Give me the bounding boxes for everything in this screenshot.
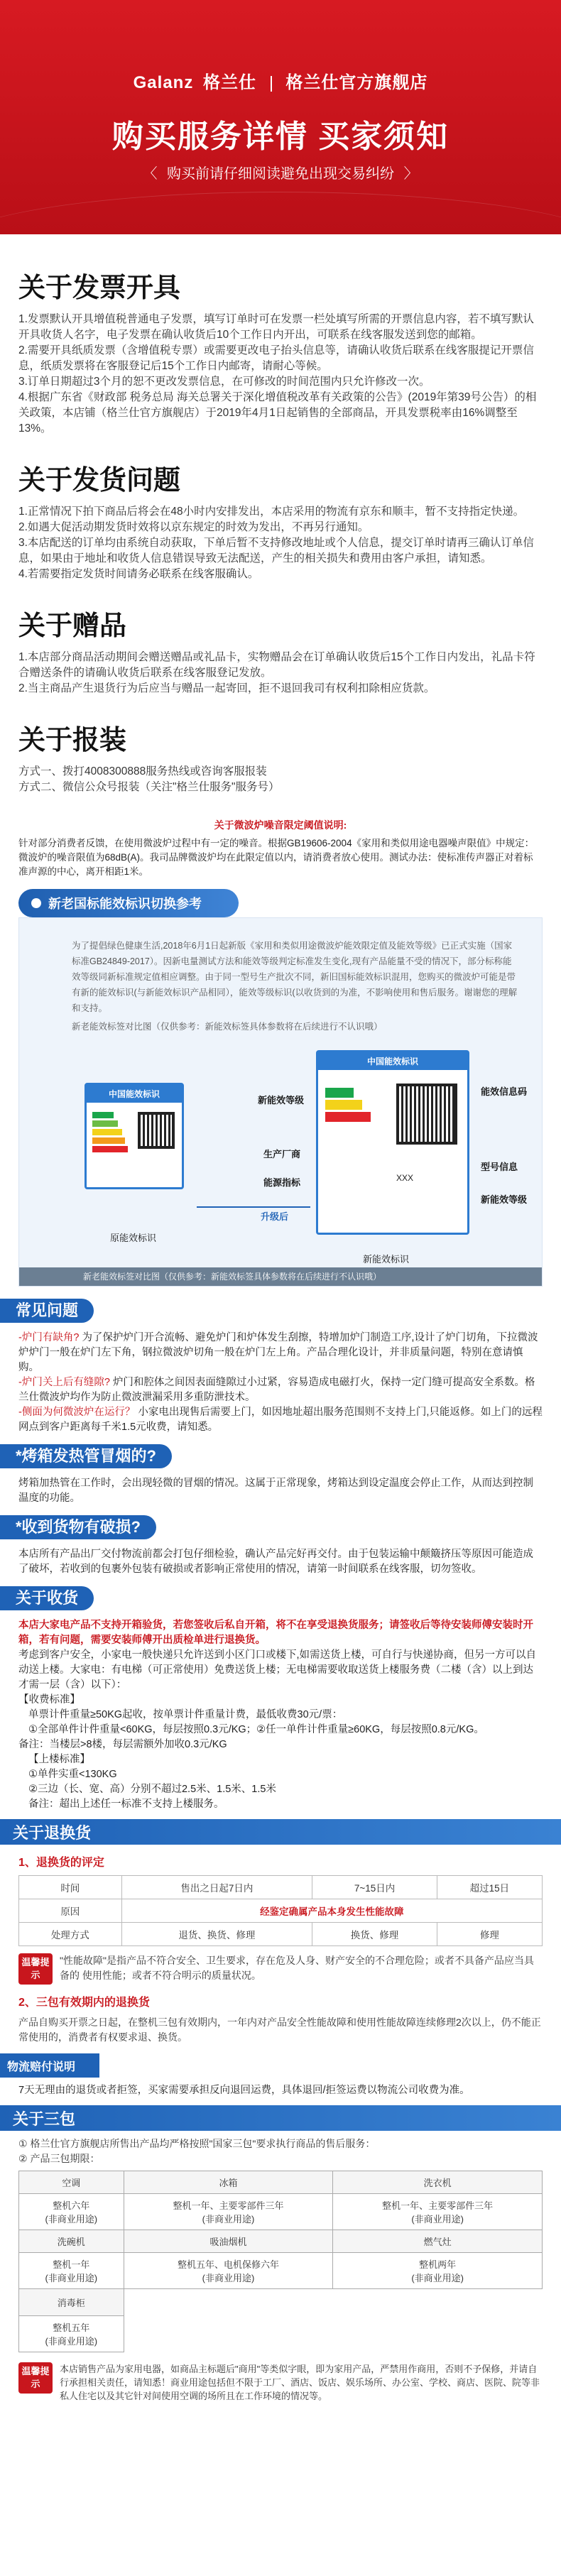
tip-text: 本店销售产品为家用电器，如商品主标题后"商用"等类似字眼，即为家用产品，严禁用作商用，否则不予保修，并请自行承担相关责任，请知悉！商业用途包括但不限于工厂、酒店、饭店、娱乐场所、办公室、学校、商店、医院、院等非私人住宅以及其它针对间使用空调的场所且在工作环境的情况等。 [60, 2364, 540, 2401]
qr-code-icon [138, 1112, 175, 1149]
warranty-body [0, 2131, 561, 2403]
table-cell: 冰箱 [124, 2171, 333, 2194]
warranty-title: 关于三包 [13, 2110, 76, 2128]
receipt-text: 考虑到客户安全，小家电一般快递只允许送到小区门口或楼下,如需送货上楼，可自行与快递协商，但另一方可以自动送上楼。大家电：有电梯（可正常使用）免费送货上楼；无电梯需要收取送货上楼服务费（二楼（含）以上到达才需一层（含）以下）： [18, 1649, 537, 1691]
old-label-caption: 原能效标识 [110, 1233, 157, 1243]
noise-text: 针对部分消费者反馈，在使用微波炉过程中有一定的噪音。根据GB19606-2004《家用和类似用途电器噪声限值》中规定：微波炉的噪音限值为68dB(A)。我司品牌微波炉均在此限定值以内，请消费者放心使用。测试办法：使标准传声器正对着标准声源的中心，离开相距1米。 [18, 838, 535, 877]
table-cell: 售出之日起7日内 [121, 1876, 312, 1899]
shipping-line: 2.如遇大促活动期发货时效将以京东规定的时效为发出，不再另行通知。 [18, 521, 369, 533]
table-cell-empty [124, 2289, 333, 2316]
energy-title-bar [18, 889, 239, 917]
new-label-caption: 新能效标识 [363, 1254, 410, 1265]
callout-new-grade: 新能效等级 [258, 1095, 305, 1106]
oven-body: 烤箱加热管在工作时，会出现轻微的冒烟的情况。这属于正常现象，烤箱达到设定温度会停止工作，从而达到控制温度的功能。 [18, 1478, 533, 1504]
faq-question: -炉门有缺角? [18, 1332, 80, 1343]
table-cell: 原因 [19, 1899, 122, 1923]
table-cell: 整机一年、主要零部件三年 (非商业用途) [124, 2194, 333, 2230]
invoice-section [0, 266, 561, 437]
faq-question: -侧面为何微波炉在运行？ [18, 1407, 136, 1418]
tip-badge: 温馨提示 [18, 2362, 53, 2394]
energy-label-panel [18, 917, 543, 1287]
tip-badge: 温馨提示 [18, 1953, 53, 1985]
table-row [19, 1899, 543, 1923]
callout-new-grade-2: 新能效等级 [481, 1194, 528, 1205]
warranty-line2: ② 产品三包期限： [18, 2153, 100, 2164]
table-cell: 整机五年 (非商业用途) [19, 2316, 124, 2352]
fee-line: 备注：超出上述任一标准不支持上楼服务。 [28, 1799, 224, 1810]
new-label-header: 中国能效标识 [318, 1052, 467, 1070]
table-row [19, 2171, 543, 2194]
report-line: 方式二、微信公众号报装（关注"格兰仕服务"服务号） [18, 781, 280, 793]
decor-curve [0, 192, 561, 234]
table-row [19, 1876, 543, 1899]
callout-energy-index: 能源指标 [263, 1177, 301, 1188]
table-cell: 整机两年 (非商业用途) [333, 2253, 543, 2289]
faq-body [0, 1325, 561, 1442]
page-subtitle [0, 162, 561, 182]
fee-line: ②三边（长、宽、高）分别不超过2.5米、1.5米、1.5米 [28, 1784, 276, 1795]
fees-title: 【收费标准】 [18, 1694, 80, 1705]
gifts-line: 1.本店部分商品活动期间会赠送赠品或礼品卡，实物赠品会在订单确认收货后15个工作日内发出，礼品卡符合赠送条件的请确认收货后联系在线客服登记发放。 [18, 651, 535, 679]
receipt-title: 关于收货 [0, 1586, 94, 1610]
fee-line: 【上楼标准】 [28, 1754, 90, 1765]
faq-answer: 炉门和腔体之间因表面缝隙过小过紧，容易造成电磁打火，保持一定门缝可提高安全系数。格兰仕微波炉均作为防止微波泄漏采用多重防泄技术。 [18, 1377, 535, 1403]
invoice-line: 1.发票默认开具增值税普通电子发票，填写订单时可在发票一栏处填写所需的开票信息内容，若不填写默认开具收货人名字，电子发票在确认收货后10个工作日内开出，可联系在线客服发送到您的邮箱。 [18, 313, 534, 341]
returns-table [18, 1875, 543, 1946]
returns-sub1: 1、退换货的评定 [18, 1857, 104, 1869]
table-cell: 时间 [19, 1876, 122, 1899]
table-cell: 整机一年、主要零部件三年 (非商业用途) [333, 2194, 543, 2230]
faq-answer: 为了保护炉门开合流畅、避免炉门和炉体发生刮擦，特增加炉门制造工序,设计了炉门切角，下拉微波炉炉门一般在炉门左下角，钢拉微波炉切角一般在炉门左上角。产品合理化设计，并非质量问题，特别在意请慎购。 [18, 1332, 538, 1373]
gifts-section [0, 604, 561, 697]
invoice-line: 2.需要开具纸质发票（含增值税专票）或需要更改电子抬头信息等，请确认收货后联系在线客服提记开票信息，纸质发票将在客服登记后15个工作日内邮寄，请耐心等候。 [18, 344, 534, 372]
table-cell-empty [124, 2316, 333, 2352]
table-row [19, 2289, 543, 2316]
returns-title: 关于退换货 [13, 1823, 92, 1842]
table-cell: 换货、修理 [312, 1923, 437, 1946]
receipt-header [0, 1584, 561, 1612]
table-cell: 洗衣机 [333, 2171, 543, 2194]
energy-desc-text: 为了提倡绿色健康生活,2018年6月1日起新版《家用和类似用途微波炉能效限定值及能效等级》已正式实施（国家标准GB24849-2017）。因新电量测试方法和能效等级判定标准发生变化,现有产品能量不受的情况下，部分标称能效等级同新标准规定值相应调整。由于同一型号生产批次不同，新旧国标能效标识混用，您购买的微波炉可能是带有新的能效标识(与新能效标识产品相同），能效等级标识(以收货到的为准，不影响使用和售后服务。谢谢您的理解和支持。 [72, 941, 518, 1013]
gifts-body [18, 650, 543, 697]
fee-line: ①单件实重<130KG [28, 1769, 117, 1780]
fee-line: ①全部单件计件重量<60KG，每层按照0.3元/KG；②任一单件计件重量≥60KG，每层按照0.8元/KG。 [28, 1724, 484, 1735]
table-cell: 燃气灶 [333, 2230, 543, 2253]
old-label-bars [92, 1112, 128, 1155]
decor-curve [0, 0, 561, 50]
table-row [19, 2316, 543, 2352]
old-energy-label [85, 1083, 184, 1189]
table-cell: 洗碗机 [19, 2230, 124, 2253]
table-cell: 整机一年 (非商业用途) [19, 2253, 124, 2289]
energy-title: 新老国标能效标识切换参考 [48, 897, 202, 911]
upgrade-label: 升级后 [261, 1211, 289, 1222]
callout-model: 型号信息 [481, 1162, 518, 1172]
energy-bottom-caption: 新老能效标签对比图（仅供参考：新能效标签具体参数将在后续进行不认识哦） [19, 1267, 542, 1286]
receipt-body [0, 1612, 561, 1819]
returns-tip [18, 1953, 543, 1985]
table-cell: 修理 [437, 1923, 542, 1946]
model-xxx: XXX [396, 1173, 414, 1183]
receipt-warning: 本店大家电产品不支持开箱验货，若您签收后私自开箱，将不在享受退换货服务；请签收后等待安装师傅安装时开箱，若有问题，需要安装师傅开出质检单进行退换货。 [18, 1620, 533, 1646]
logistics-body: 7天无理由的退货或者拒签，买家需要承担反向退回运费，具体退回/拒签运费以物流公司收费为准。 [18, 2085, 470, 2096]
table-cell: 整机五年、电机保修六年 (非商业用途) [124, 2253, 333, 2289]
faq-item [18, 1405, 543, 1435]
oven-header [0, 1442, 561, 1470]
warranty-line1: ① 格兰仕官方旗舰店所售出产品均严格按照"国家三包"要求执行商品的售后服务： [18, 2138, 376, 2149]
old-label-header: 中国能效标识 [87, 1085, 182, 1103]
header-banner [0, 0, 561, 234]
table-cell: 空调 [19, 2171, 124, 2194]
report-section [0, 718, 561, 795]
store-name: 格兰仕官方旗舰店 [285, 73, 428, 92]
shipping-title: 关于发货问题 [18, 464, 181, 496]
table-row [19, 2253, 543, 2289]
damaged-header [0, 1513, 561, 1541]
report-line: 方式一、拨打4008300888服务热线或咨询客服报装 [18, 765, 267, 777]
table-row [19, 1923, 543, 1946]
damaged-body: 本店所有产品出厂交付物流前都会打包仔细检验，确认产品完好再交付。由于包装运输中颠簸挤压等原因可能造成了破坏，若收到的包裹外包装有破损或者影响正常使用的情况，请第一时间联系在线客服，切勿签收。 [18, 1549, 533, 1575]
shipping-line: 1.正常情况下拍下商品后将会在48小时内安排发出，本店采用的物流有京东和顺丰，暂不支持指定快递。 [18, 506, 525, 518]
logistics-header [0, 2053, 99, 2078]
brand-logo-en: Galanz [133, 73, 194, 92]
noise-title: 关于微波炉噪音限定阈值说明: [214, 819, 347, 831]
chevron-right-icon: 〉 [403, 166, 418, 182]
returns-header [0, 1819, 561, 1845]
shipping-line: 4.若需要指定发货时间请务必联系在线客服确认。 [18, 568, 259, 580]
returns-body [0, 1853, 561, 2045]
page-title: 购买服务详情 买家须知 [111, 119, 450, 154]
returns-sub2: 2、三包有效期内的退换货 [18, 1997, 150, 2009]
report-body [18, 764, 543, 795]
table-cell: 经鉴定确属产品本身发生性能故障 [121, 1899, 542, 1923]
table-cell: 退货、换货、修理 [121, 1923, 312, 1946]
table-cell: 7~15日内 [312, 1876, 437, 1899]
faq-item [18, 1331, 543, 1375]
gifts-title: 关于赠品 [18, 610, 127, 641]
subtitle-text: 购买前请仔细阅读避免出现交易纠纷 [167, 166, 394, 182]
oven-title: *烤箱发热管冒烟的? [0, 1444, 172, 1468]
table-cell: 处理方式 [19, 1923, 122, 1946]
bullet-icon [31, 898, 41, 908]
gifts-line: 2.当主商品产生退货行为后应当与赠品一起寄回，拒不退回我司有权利扣除相应货款。 [18, 682, 435, 694]
table-cell: 消毒柜 [19, 2289, 124, 2316]
invoice-title: 关于发票开具 [18, 272, 181, 303]
faq-question: -炉门关上后有缝隙? [18, 1377, 110, 1388]
warranty-table [18, 2171, 543, 2352]
warranty-tip [18, 2362, 543, 2403]
shipping-line: 3.本店配送的订单均由系统自动获取，下单后暂不支持修改地址或个人信息，提交订单时请再三确认订单信息，如果由于地址和收货人信息错误导致无法配送，产生的相关损失和费用由客户承担，请知悉。 [18, 537, 534, 564]
brand-logo-cn: 格兰仕 [203, 73, 257, 92]
damaged-title: *收到货物有破损? [0, 1515, 156, 1539]
table-row [19, 2194, 543, 2230]
qr-code-icon [396, 1084, 457, 1145]
shipping-body [18, 504, 543, 582]
fee-line: 单票计件重量≥50KG起收，按单票计件重量计费，最低收费30元/票： [28, 1709, 343, 1720]
noise-notice [18, 818, 543, 879]
faq-item [18, 1375, 543, 1405]
table-cell-empty [333, 2289, 543, 2316]
upgrade-arrow [197, 1206, 310, 1208]
table-cell-empty [333, 2316, 543, 2352]
callout-manufacturer: 生产厂商 [263, 1149, 301, 1159]
returns-text2: 产品自购买开票之日起，在整机三包有效期内，一年内对产品安全性能故障和使用性能故障连续修理2次以上，仍不能正常使用的，消费者有权要求退、换货。 [18, 2016, 541, 2043]
faq-answer: 小家电出现售后需要上门，如因地址超出服务范围则不支持上门,只能返修。如上门的远程网点到客户距离每千米1.5元收费，请知悉。 [18, 1407, 543, 1433]
energy-desc [19, 918, 542, 1035]
faq-title: 常见问题 [0, 1299, 94, 1323]
faq-header [0, 1297, 561, 1325]
table-cell: 吸油烟机 [124, 2230, 333, 2253]
energy-ref-note: 新老能效标签对比图（仅供参考：新能效标签具体参数将在后续进行不认识哦） [72, 1022, 383, 1032]
new-label-bars [325, 1088, 375, 1124]
new-energy-label [316, 1050, 469, 1235]
callout-info-code: 能效信息码 [481, 1086, 528, 1097]
fee-line: 备注：当楼层>8楼，每层需额外加收0.3元/KG [18, 1739, 227, 1750]
shipping-section [0, 458, 561, 582]
chevron-left-icon: 〈 [143, 166, 158, 182]
table-cell: 整机六年 (非商业用途) [19, 2194, 124, 2230]
tip-text: "性能故障"是指产品不符合安全、卫生要求，存在危及人身、财产安全的不合理危险；或者不具备产品应当具备的 使用性能；或者不符合明示的质量状况。 [60, 1955, 534, 1981]
table-cell: 超过15日 [437, 1876, 542, 1899]
invoice-body [18, 312, 543, 437]
table-row [19, 2230, 543, 2253]
logistics-title: 物流赔付说明 [7, 2061, 76, 2073]
brand-divider [271, 76, 272, 92]
invoice-line: 3.订单日期超过3个月的恕不更改发票信息，在可修改的时间范围内只允许修改一次。 [18, 376, 430, 388]
report-title: 关于报装 [18, 724, 127, 755]
warranty-header [0, 2105, 561, 2131]
brand-row [0, 68, 561, 93]
invoice-line: 4.根据广东省《财政部 税务总局 海关总署关于深化增值税改革有关政策的公告》(2019年第39号公告）的相关政策，本店铺（格兰仕官方旗舰店）于2019年4月1日起销售的全部商品，开具发票税率由16%调整至13%。 [18, 391, 537, 435]
